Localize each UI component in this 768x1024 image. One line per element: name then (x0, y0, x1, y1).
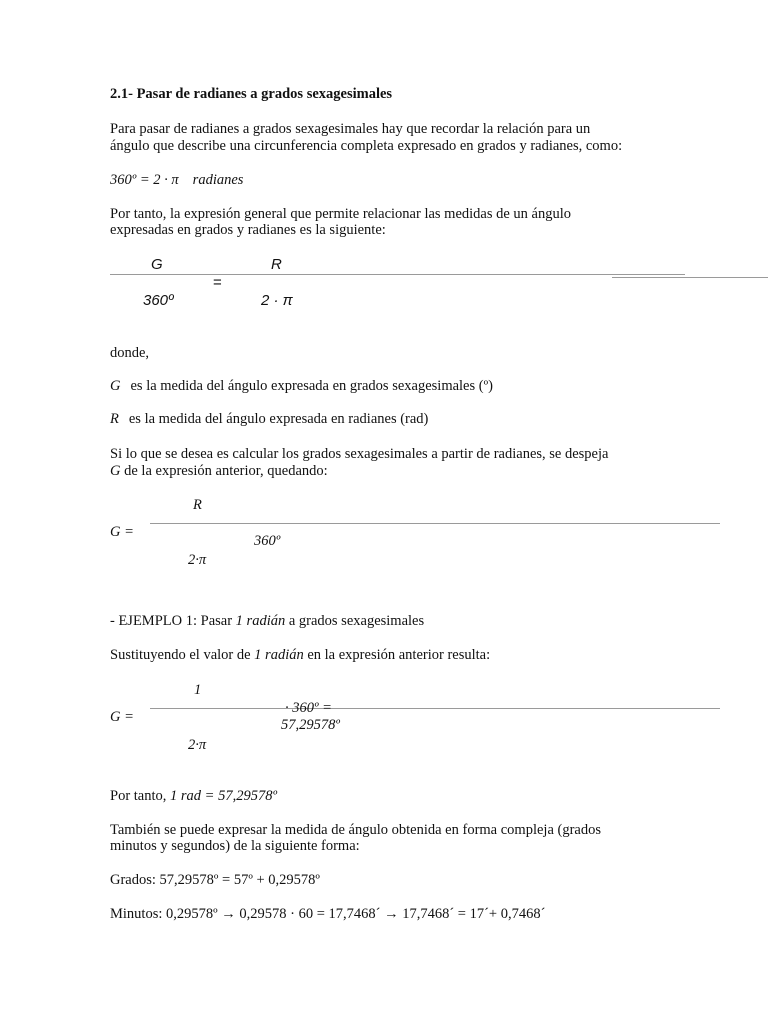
formula3-numerator: 1 (194, 682, 202, 698)
example-heading (110, 613, 424, 630)
formula2-numerator: R (193, 497, 202, 513)
formula1-fraction-line (110, 274, 685, 275)
general-line-2: expresadas en grados y radianes es la siguiente: (110, 222, 386, 238)
example-value: 1 radián (235, 613, 286, 629)
minutos-line: Minutos: 0,29578º → 0,29578 · 60 = 17,7468´ → 17,7468´ = 17´+ 0,7468´ (110, 906, 546, 922)
formula1-two-pi: 2 · π (261, 292, 293, 309)
section-title: 2.1- Pasar de radianes a grados sexagesimales (110, 86, 393, 102)
formula1-equals: = (213, 274, 222, 291)
relation-lhs: 360º = 2 · π (110, 172, 179, 188)
complex-line-2: minutos y segundos) de la siguiente forma: (110, 838, 360, 854)
result-prefix: Por tanto, (110, 788, 167, 804)
intro-line-1: Para pasar de radianes a grados sexagesimales hay que recordar la relación para un (110, 121, 591, 137)
formula2-factor: 360º (254, 533, 281, 549)
formula3-denominator: 2·π (188, 737, 207, 753)
definition-r-text: es la medida del ángulo expresada en radianes (rad) (128, 411, 429, 427)
grados-line: Grados: 57,29578º = 57º + 0,29578º (110, 872, 320, 888)
relation-unit: radianes (192, 172, 244, 188)
solve-rest: de la expresión anterior, quedando: (124, 463, 328, 479)
formula2-denominator: 2·π (188, 552, 207, 568)
substitute-prefix: Sustituyendo el valor de (110, 647, 251, 663)
intro-line-2: ángulo que describe una circunferencia completa expresado en grados y radianes, como: (110, 138, 623, 154)
result-line (110, 788, 277, 805)
formula3-factor: · 360º = (285, 700, 332, 716)
result-value: 1 rad = 57,29578º (170, 788, 277, 804)
definition-g (110, 378, 493, 395)
definition-g-text: es la medida del ángulo expresada en grados sexagesimales (º) (130, 378, 493, 394)
solve-symbol: G (110, 463, 121, 479)
formula1-deg: 360º (143, 292, 174, 309)
substitute-value: 1 radián (254, 647, 304, 663)
formula2-lhs: G = (110, 524, 134, 540)
substitute-suffix: en la expresión anterior resulta: (307, 647, 491, 663)
formula2-fraction-line (150, 523, 720, 524)
formula3-lhs: G = (110, 709, 134, 725)
solve-line-2 (110, 463, 328, 480)
formula1-fraction-line-2 (612, 277, 768, 278)
donde-label: donde, (110, 345, 150, 361)
general-line-1: Por tanto, la expresión general que permite relacionar las medidas de un ángulo (110, 206, 572, 222)
formula3-result: 57,29578º (281, 717, 340, 733)
definition-g-symbol: G (110, 378, 121, 394)
relation-equation (110, 172, 243, 189)
example-suffix: a grados sexagesimales (288, 613, 425, 629)
definition-r (110, 411, 428, 428)
formula1-r: R (271, 256, 282, 273)
formula3-fraction-line (150, 708, 720, 709)
definition-r-symbol: R (110, 411, 119, 427)
complex-line-1: También se puede expresar la medida de ángulo obtenida en forma compleja (grados (110, 822, 601, 838)
formula1-g: G (151, 256, 163, 273)
example-prefix: - EJEMPLO 1: Pasar (110, 613, 233, 629)
substitute-line (110, 647, 490, 664)
solve-line-1: Si lo que se desea es calcular los grados sexagesimales a partir de radianes, se despeja (110, 446, 609, 462)
